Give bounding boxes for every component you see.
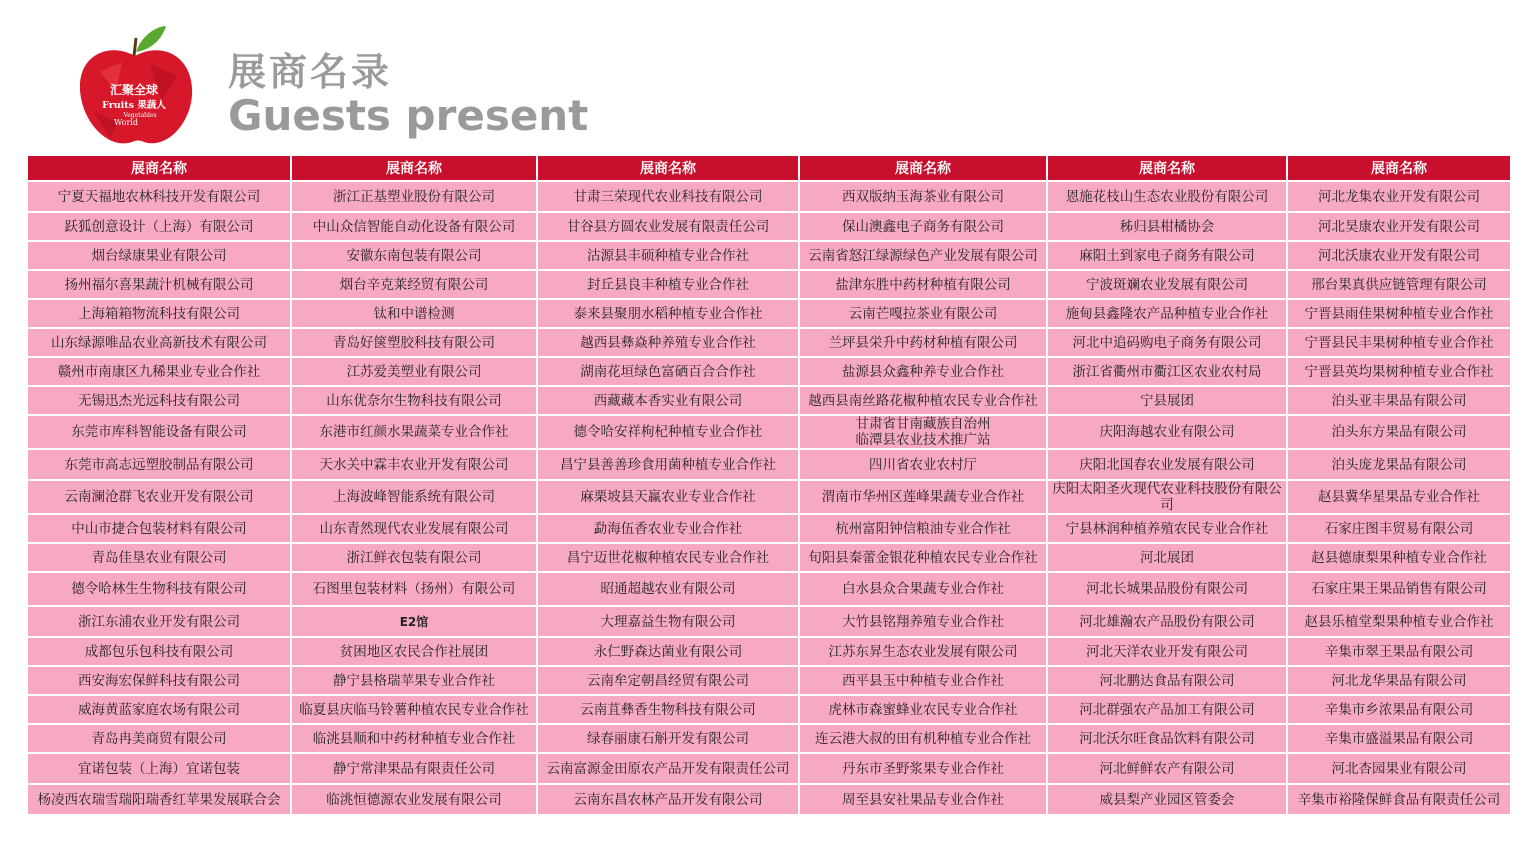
page-title-en: Guests present xyxy=(228,91,589,140)
table-row xyxy=(28,607,1510,636)
exhibitor-cell: 临洮县顺和中药材种植专业合作社 xyxy=(292,725,536,752)
table-row xyxy=(28,638,1510,665)
exhibitor-cell: 河北雄瀚农产品股份有限公司 xyxy=(1048,607,1286,636)
table-row xyxy=(28,182,1510,211)
exhibitor-cell: 上海箱箱物流科技有限公司 xyxy=(28,300,290,327)
exhibitor-cell: 青岛好箧塑胶科技有限公司 xyxy=(292,329,536,356)
exhibitor-cell: E2馆 xyxy=(292,607,536,636)
exhibitor-cell: 河北杏园果业有限公司 xyxy=(1288,754,1510,783)
exhibitor-cell: 沽源县丰硕种植专业合作社 xyxy=(538,242,798,269)
exhibitor-cell: 恩施花枝山生态农业股份有限公司 xyxy=(1048,182,1286,211)
exhibitor-cell: 德令哈林生生物科技有限公司 xyxy=(28,573,290,605)
exhibitor-cell: 保山澳鑫电子商务有限公司 xyxy=(800,213,1046,240)
exhibitor-cell: 西平县玉中种植专业合作社 xyxy=(800,667,1046,694)
exhibitor-cell: 湖南花垣绿色富硒百合合作社 xyxy=(538,358,798,385)
exhibitor-cell: 河北沃康农业开发有限公司 xyxy=(1288,242,1510,269)
exhibitor-cell: 青岛佳垦农业有限公司 xyxy=(28,544,290,571)
exhibitor-cell: 德令哈安祥枸杞种植专业合作社 xyxy=(538,416,798,448)
exhibitor-cell: 宜诺包装（上海）宜诺包装 xyxy=(28,754,290,783)
column-header: 展商名称 xyxy=(538,156,798,180)
exhibitor-cell: 西安海宏保鲜科技有限公司 xyxy=(28,667,290,694)
exhibitor-cell: 钛和中谱检测 xyxy=(292,300,536,327)
exhibitor-cell: 浙江鲜衣包装有限公司 xyxy=(292,544,536,571)
exhibitor-cell: 无锡迅杰光远科技有限公司 xyxy=(28,387,290,414)
exhibitor-cell: 甘肃三荣现代农业科技有限公司 xyxy=(538,182,798,211)
exhibitor-cell: 渭南市华州区莲峰果蔬专业合作社 xyxy=(800,481,1046,513)
exhibitor-cell: 宁波斑斓农业发展有限公司 xyxy=(1048,271,1286,298)
exhibitor-cell: 静宁常津果品有限责任公司 xyxy=(292,754,536,783)
table-body xyxy=(28,182,1510,814)
exhibitor-cell: 永仁野森达菌业有限公司 xyxy=(538,638,798,665)
exhibitor-cell: 青岛冉美商贸有限公司 xyxy=(28,725,290,752)
exhibitor-cell: 东莞市高志远塑胶制品有限公司 xyxy=(28,450,290,479)
exhibitor-cell: 山东青然现代农业发展有限公司 xyxy=(292,515,536,542)
exhibitor-cell: 辛集市乡浓果品有限公司 xyxy=(1288,696,1510,723)
exhibitor-cell: 泰来县聚朋水稻种植专业合作社 xyxy=(538,300,798,327)
exhibitor-cell: 宁县展团 xyxy=(1048,387,1286,414)
exhibitor-cell: 昌宁县善善珍食用菌种植专业合作社 xyxy=(538,450,798,479)
exhibitor-cell: 石图里包装材料（扬州）有限公司 xyxy=(292,573,536,605)
exhibitor-cell: 成都包乐包科技有限公司 xyxy=(28,638,290,665)
exhibitor-cell: 宁晋县民丰果树种植专业合作社 xyxy=(1288,329,1510,356)
exhibitor-cell: 赵县冀华星果品专业合作社 xyxy=(1288,481,1510,513)
exhibitor-cell: 宁县林润种植养殖农民专业合作社 xyxy=(1048,515,1286,542)
exhibitor-cell: 辛集市盛溢果品有限公司 xyxy=(1288,725,1510,752)
exhibitor-cell: 云南省怒江绿源绿色产业发展有限公司 xyxy=(800,242,1046,269)
exhibitor-cell: 封丘县良丰种植专业合作社 xyxy=(538,271,798,298)
exhibitor-cell: 河北长城果品股份有限公司 xyxy=(1048,573,1286,605)
exhibitor-cell: 甘谷县方圆农业发展有限责任公司 xyxy=(538,213,798,240)
exhibitor-cell: 天水关中霖丰农业开发有限公司 xyxy=(292,450,536,479)
table-row xyxy=(28,696,1510,723)
table-row xyxy=(28,300,1510,327)
exhibitor-cell: 赵县乐植堂梨果种植专业合作社 xyxy=(1288,607,1510,636)
exhibitor-cell: 盐源县众鑫种养专业合作社 xyxy=(800,358,1046,385)
table-row xyxy=(28,242,1510,269)
exhibitor-cell: 云南芒嘎拉茶业有限公司 xyxy=(800,300,1046,327)
apple-logo xyxy=(70,12,200,152)
exhibitor-cell: 云南牟定朝昌经贸有限公司 xyxy=(538,667,798,694)
exhibitor-cell: 麻栗坡县天赢农业专业合作社 xyxy=(538,481,798,513)
table-row xyxy=(28,450,1510,479)
exhibitor-cell: 跃狐创意设计（上海）有限公司 xyxy=(28,213,290,240)
exhibitor-cell: 西双版纳玉海茶业有限公司 xyxy=(800,182,1046,211)
exhibitor-cell: 河北龙集农业开发有限公司 xyxy=(1288,182,1510,211)
exhibitor-cell: 宁晋县英均果树种植专业合作社 xyxy=(1288,358,1510,385)
table-header-row xyxy=(28,156,1510,180)
exhibitor-cell: 庆阳北国春农业发展有限公司 xyxy=(1048,450,1286,479)
table-row xyxy=(28,416,1510,448)
exhibitor-cell: 越西县南丝路花椒种植农民专业合作社 xyxy=(800,387,1046,414)
exhibitor-cell: 临夏县庆临马铃薯种植农民专业合作社 xyxy=(292,696,536,723)
exhibitor-cell: 大竹县铭翔养殖专业合作社 xyxy=(800,607,1046,636)
exhibitor-cell: 云南澜沧群飞农业开发有限公司 xyxy=(28,481,290,513)
table-row xyxy=(28,387,1510,414)
table-row xyxy=(28,358,1510,385)
exhibitor-cell: 丹东市圣野浆果专业合作社 xyxy=(800,754,1046,783)
exhibitor-cell: 河北昊康农业开发有限公司 xyxy=(1288,213,1510,240)
table-row xyxy=(28,785,1510,814)
table-row xyxy=(28,213,1510,240)
exhibitor-cell: 勐海伍香农业专业合作社 xyxy=(538,515,798,542)
exhibitor-cell: 山东绿源唯品农业高新技术有限公司 xyxy=(28,329,290,356)
exhibitor-cell: 泊头东方果品有限公司 xyxy=(1288,416,1510,448)
exhibitor-cell: 河北龙华果品有限公司 xyxy=(1288,667,1510,694)
exhibitor-cell: 威县梨产业园区管委会 xyxy=(1048,785,1286,814)
table-row xyxy=(28,271,1510,298)
exhibitor-cell: 庆阳海越农业有限公司 xyxy=(1048,416,1286,448)
exhibitor-cell: 浙江东浦农业开发有限公司 xyxy=(28,607,290,636)
exhibitor-cell: 宁晋县雨佳果树种植专业合作社 xyxy=(1288,300,1510,327)
exhibitor-cell: 浙江省衢州市衢江区农业农村局 xyxy=(1048,358,1286,385)
exhibitor-cell: 上海波峰智能系统有限公司 xyxy=(292,481,536,513)
column-header: 展商名称 xyxy=(28,156,290,180)
exhibitor-cell: 云南富源金田原农产品开发有限责任公司 xyxy=(538,754,798,783)
exhibitor-cell: 河北中追码购电子商务有限公司 xyxy=(1048,329,1286,356)
logo-line1: 汇聚全球 xyxy=(109,83,159,97)
page-title-cn: 展商名录 xyxy=(228,50,393,94)
exhibitor-cell: 河北鹏达食品有限公司 xyxy=(1048,667,1286,694)
table-row xyxy=(28,544,1510,571)
exhibitor-cell: 赵县德康梨果种植专业合作社 xyxy=(1288,544,1510,571)
table-row xyxy=(28,667,1510,694)
exhibitor-cell: 静宁县格瑞苹果专业合作社 xyxy=(292,667,536,694)
logo-line4: World xyxy=(114,118,138,127)
exhibitor-cell: 东莞市库科智能设备有限公司 xyxy=(28,416,290,448)
exhibitor-cell: 连云港大叔的田有机种植专业合作社 xyxy=(800,725,1046,752)
exhibitor-cell: 昌宁迈世花椒种植农民专业合作社 xyxy=(538,544,798,571)
column-header: 展商名称 xyxy=(800,156,1046,180)
exhibitor-cell: 扬州福尔喜果蔬汁机械有限公司 xyxy=(28,271,290,298)
table-row xyxy=(28,515,1510,542)
exhibitor-cell: 江苏爱美塑业有限公司 xyxy=(292,358,536,385)
exhibitor-cell: 越西县彝焱种养殖专业合作社 xyxy=(538,329,798,356)
exhibitor-cell: 白水县众合果蔬专业合作社 xyxy=(800,573,1046,605)
table-row xyxy=(28,754,1510,783)
exhibitor-cell: 烟台辛克莱经贸有限公司 xyxy=(292,271,536,298)
exhibitor-cell: 河北群强农产品加工有限公司 xyxy=(1048,696,1286,723)
table-row xyxy=(28,481,1510,513)
exhibitor-cell: 中山市捷合包装材料有限公司 xyxy=(28,515,290,542)
exhibitor-cell: 秭归县柑橘协会 xyxy=(1048,213,1286,240)
exhibitor-cell: 旬阳县秦蕾金银花种植农民专业合作社 xyxy=(800,544,1046,571)
exhibitor-cell: 泊头庞龙果品有限公司 xyxy=(1288,450,1510,479)
exhibitor-cell: 杭州富阳钟信粮油专业合作社 xyxy=(800,515,1046,542)
exhibitor-cell: 云南东昌农林产品开发有限公司 xyxy=(538,785,798,814)
exhibitor-cell: 昭通超越农业有限公司 xyxy=(538,573,798,605)
exhibitor-cell: 麻阳土到家电子商务有限公司 xyxy=(1048,242,1286,269)
exhibitor-cell: 盐津东胜中药材种植有限公司 xyxy=(800,271,1046,298)
exhibitor-cell: 河北沃尔旺食品饮料有限公司 xyxy=(1048,725,1286,752)
exhibitor-cell: 临洮恒德源农业发展有限公司 xyxy=(292,785,536,814)
logo-line3: Vegetables xyxy=(123,112,157,119)
exhibitor-cell: 江苏东昇生态农业发展有限公司 xyxy=(800,638,1046,665)
exhibitor-cell: 兰坪县栄升中药材种植有限公司 xyxy=(800,329,1046,356)
exhibitor-cell: 泊头亚丰果品有限公司 xyxy=(1288,387,1510,414)
exhibitor-cell: 赣州市南康区九稀果业专业合作社 xyxy=(28,358,290,385)
exhibitor-cell: 绿春丽康石斛开发有限公司 xyxy=(538,725,798,752)
exhibitor-cell: 周至县安社果品专业合作社 xyxy=(800,785,1046,814)
exhibitor-cell: 杨凌西农瑞雪瑞阳瑞香红苹果发展联合会 xyxy=(28,785,290,814)
exhibitor-cell: 东港市红颜水果蔬菜专业合作社 xyxy=(292,416,536,448)
exhibitor-cell: 云南苴彝香生物科技有限公司 xyxy=(538,696,798,723)
exhibitor-cell: 中山众信智能自动化设备有限公司 xyxy=(292,213,536,240)
exhibitor-cell: 贫困地区农民合作社展团 xyxy=(292,638,536,665)
exhibitor-cell: 甘肃省甘南藏族自治州 临潭县农业技术推广站 xyxy=(800,416,1046,448)
exhibitor-cell: 大理嘉益生物有限公司 xyxy=(538,607,798,636)
exhibitor-cell: 河北展团 xyxy=(1048,544,1286,571)
exhibitor-cell: 威海黄蓝家庭农场有限公司 xyxy=(28,696,290,723)
logo-line2: Fruits 果蔬人 xyxy=(102,100,166,111)
column-header: 展商名称 xyxy=(292,156,536,180)
exhibitor-table xyxy=(26,154,1512,816)
exhibitor-cell: 安徽东南包装有限公司 xyxy=(292,242,536,269)
column-header: 展商名称 xyxy=(1288,156,1510,180)
exhibitor-cell: 河北鲜鲜农产有限公司 xyxy=(1048,754,1286,783)
exhibitor-cell: 虎林市森蜜蜂业农民专业合作社 xyxy=(800,696,1046,723)
exhibitor-cell: 四川省农业农村厅 xyxy=(800,450,1046,479)
exhibitor-cell: 石家庄图丰贸易有限公司 xyxy=(1288,515,1510,542)
table-row xyxy=(28,725,1510,752)
exhibitor-cell: 辛集市翠王果品有限公司 xyxy=(1288,638,1510,665)
exhibitor-cell: 烟台绿康果业有限公司 xyxy=(28,242,290,269)
exhibitor-cell: 西藏藏本香实业有限公司 xyxy=(538,387,798,414)
exhibitor-cell: 邢台果真供应链管理有限公司 xyxy=(1288,271,1510,298)
exhibitor-cell: 施甸县鑫隆农产品种植专业合作社 xyxy=(1048,300,1286,327)
exhibitor-cell: 河北天洋农业开发有限公司 xyxy=(1048,638,1286,665)
table-row xyxy=(28,573,1510,605)
exhibitor-cell: 宁夏天福地农林科技开发有限公司 xyxy=(28,182,290,211)
exhibitor-cell: 辛集市裕隆保鲜食品有限责任公司 xyxy=(1288,785,1510,814)
column-header: 展商名称 xyxy=(1048,156,1286,180)
leaf-icon xyxy=(136,26,166,52)
exhibitor-cell: 石家庄果王果品销售有限公司 xyxy=(1288,573,1510,605)
table-row xyxy=(28,329,1510,356)
exhibitor-cell: 浙江正基塑业股份有限公司 xyxy=(292,182,536,211)
exhibitor-cell: 庆阳太阳圣火现代农业科技股份有限公司 xyxy=(1048,481,1286,513)
exhibitor-cell: 山东优奈尔生物科技有限公司 xyxy=(292,387,536,414)
